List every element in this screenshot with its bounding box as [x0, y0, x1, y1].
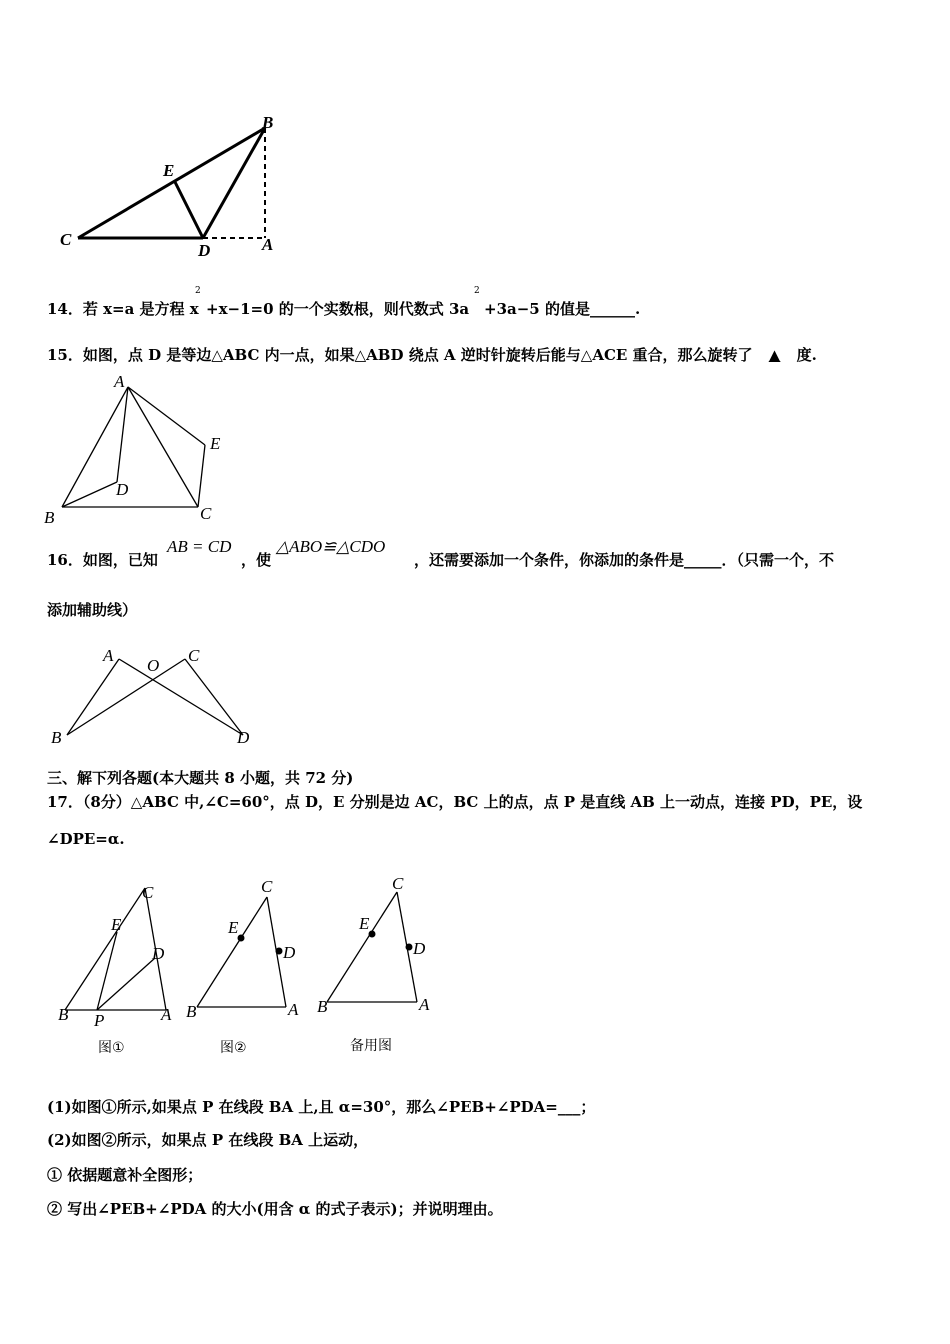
label-O: O: [147, 656, 160, 675]
q14-middle: [206, 299, 469, 319]
label-A: A: [161, 1005, 172, 1024]
q17-sub2: (2)如图②所示，如果点 P 在线段 BA 上运动，: [47, 1131, 369, 1149]
q16-suffix-text: ，还需要添加一个条件，你添加的条件是_____．（只需一个，不: [414, 551, 835, 569]
q16-math-congruent: △ABO≌△CDO: [276, 537, 386, 556]
label-C: C: [200, 504, 212, 523]
question-17-line2: ∠DPE=α.: [47, 830, 125, 848]
figure-2: [186, 877, 299, 1056]
q17-sub1: (1)如图①所示,如果点 P 在线段 BA 上,且 α=30°，那么∠PEB+∠PDA=___；: [47, 1098, 596, 1116]
q15-blank-marker: ▲: [768, 346, 781, 364]
label-B: B: [44, 508, 55, 527]
figure-q17: [45, 870, 445, 1065]
figure-q16: [45, 645, 265, 755]
label-D: D: [152, 944, 165, 963]
label-A: A: [288, 1000, 299, 1019]
q16-mid-text: ，使: [241, 551, 272, 569]
label-B: B: [51, 728, 62, 747]
label-E: E: [210, 434, 221, 453]
q14-part1: 14．若 x=a 是方程 x: [47, 300, 199, 318]
label-D: D: [198, 241, 211, 260]
label-E: E: [111, 915, 122, 934]
section-3-title: 三、解下列各题(本大题共 8 小题，共 72 分): [47, 769, 354, 787]
label-E: E: [228, 918, 239, 937]
label-D: D: [116, 480, 129, 499]
label-A: A: [262, 235, 274, 254]
q16-line2-text: 添加辅助线）: [47, 601, 138, 619]
label-B: B: [317, 997, 328, 1016]
figure-q15: [40, 375, 240, 530]
caption-spare: 备用图: [350, 1038, 392, 1054]
q14-part2: +x−1=0 的一个实数根，则代数式 3a: [206, 300, 470, 318]
q14-part3: +3a−5 的值是______.: [484, 300, 641, 318]
label-D: D: [283, 943, 296, 962]
label-D: D: [413, 939, 426, 958]
figure-spare: [317, 874, 430, 1054]
q15-text: 15．如图，点 D 是等边△ABC 内一点，如果△ABD 绕点 A 逆时针旋转后能与△ACE 重合，那么旋转了: [47, 346, 753, 364]
question-15: [47, 345, 817, 365]
label-B: B: [262, 113, 274, 132]
label-B: B: [186, 1002, 197, 1021]
label-A: A: [419, 995, 430, 1014]
q16-line2: [47, 600, 137, 620]
label-B: B: [58, 1005, 69, 1024]
label-E: E: [359, 914, 370, 933]
label-D: D: [237, 728, 250, 747]
label-A: A: [114, 375, 125, 391]
q17-sub3: ① 依据题意补全图形；: [47, 1166, 203, 1184]
figure-1: [58, 883, 172, 1056]
label-A: A: [103, 646, 114, 665]
q16-math-ab-cd: AB = CD: [167, 537, 232, 556]
figure-q13: [50, 110, 300, 260]
label-C: C: [392, 874, 404, 893]
q16-mid: [241, 550, 271, 570]
q17-sub4: ② 写出∠PEB+∠PDA 的大小(用含 α 的式子表示)；并说明理由。: [47, 1200, 503, 1218]
label-C: C: [60, 230, 72, 249]
label-E: E: [163, 161, 175, 180]
question-16: [47, 550, 158, 570]
caption-fig2: 图②: [220, 1040, 247, 1056]
question-14: [47, 299, 199, 319]
label-P: P: [94, 1011, 105, 1030]
q15-blank: [753, 345, 797, 365]
q16-prefix: 16．如图，已知: [47, 551, 158, 569]
q15-suffix: 度.: [796, 346, 817, 364]
label-C: C: [142, 883, 154, 902]
label-C: C: [188, 646, 200, 665]
question-17-line1: 17．（8分）△ABC 中,∠C=60°，点 D，E 分别是边 AC，BC 上的点，点 P 是直线 AB 上一动点，连接 PD，PE，设: [47, 793, 863, 811]
label-C: C: [261, 877, 273, 896]
q14-end: [484, 299, 640, 319]
caption-fig1: 图①: [98, 1040, 125, 1056]
q16-suffix: [414, 550, 834, 570]
q14-exponent-2: 2: [474, 286, 480, 296]
q14-exponent-1: 2: [195, 286, 201, 296]
